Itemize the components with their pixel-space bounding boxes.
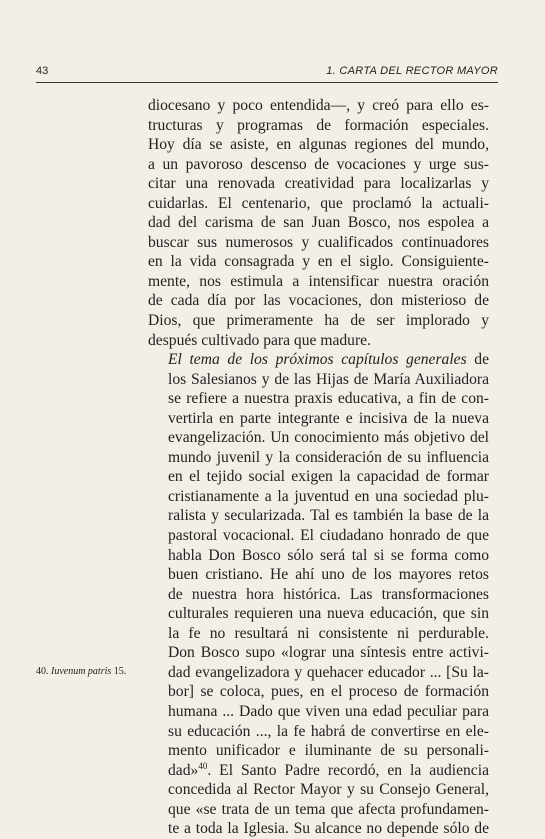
paragraph-line: te a toda la Iglesia. Su alcance no depende sólo de bbox=[168, 820, 489, 838]
paragraph-line: su educación ..., la fe habrá de convertirse en ele- bbox=[168, 722, 489, 740]
running-head: 1. CARTA DEL RECTOR MAYOR bbox=[326, 65, 498, 77]
footnote-number: 40. bbox=[36, 666, 49, 677]
paragraph-line: Don Bosco supo «lograr una síntesis entre activi- bbox=[168, 644, 489, 662]
footnote-marker: 40 bbox=[198, 760, 208, 771]
paragraph-line: dad evangelizadora y quehacer educador ... [Su la- bbox=[168, 663, 489, 681]
paragraph-line: que «se trata de un tema que afecta profundamen- bbox=[168, 800, 489, 818]
paragraph-line: buscar sus numerosos y cualificados continuadores bbox=[148, 233, 489, 251]
paragraph-line: dad del carisma de san Juan Bosco, nos espolea a bbox=[148, 214, 489, 232]
paragraph-line: Dios, que primeramente ha de ser implorado y bbox=[148, 312, 489, 330]
paragraph-line: buen cristiano. He ahí uno de los mayores retos bbox=[168, 566, 489, 584]
page-header bbox=[36, 64, 498, 83]
paragraph-line: cristianamente a la juventud en una sociedad plu- bbox=[168, 487, 489, 505]
paragraph-line: Hoy día se asiste, en algunas regiones del mundo, bbox=[148, 136, 489, 154]
page-number: 43 bbox=[36, 65, 49, 77]
italic-phrase: El tema de los próximos capítulos generales bbox=[168, 351, 467, 369]
paragraph-line: cuidarlas. El centenario, que proclamó la actuali- bbox=[148, 194, 489, 212]
paragraph-line: a un pavoroso descenso de vocaciones y urge sus- bbox=[148, 155, 489, 173]
paragraph-line: de cada día por las vocaciones, don misterioso de bbox=[148, 292, 489, 310]
footnote bbox=[36, 666, 126, 677]
paragraph-line: pastoral vocacional. El ciudadano honrado de que bbox=[168, 527, 489, 545]
paragraph-line: mundo juvenil y la consideración de su influencia bbox=[168, 448, 489, 466]
footnote-source: Iuvenum patris bbox=[51, 666, 112, 677]
paragraph-line: tructuras y programas de formación especiales. bbox=[148, 116, 489, 134]
paragraph-line: humana ... Dado que viven una edad peculiar para bbox=[168, 702, 489, 720]
paragraph-line: evangelización. Un conocimiento más objetivo del bbox=[168, 429, 489, 447]
paragraph-line: concedida al Rector Mayor y su Consejo General, bbox=[168, 781, 489, 799]
paragraph-line: El tema de los próximos capítulos generales de bbox=[168, 351, 489, 369]
paragraph-line: en el tejido social exigen la capacidad de formar bbox=[168, 468, 489, 486]
paragraph-line: vertirla en parte integrante e incisiva de la nueva bbox=[168, 409, 489, 427]
paragraph-line: la fe no resultará ni consistente ni perdurable. bbox=[168, 624, 489, 642]
paragraph-2 bbox=[148, 350, 489, 839]
paragraph-line: de nuestra hora histórica. Las transformaciones bbox=[168, 585, 489, 603]
paragraph-line: los Salesianos y de las Hijas de María Auxiliadora bbox=[168, 370, 489, 388]
paragraph-line: en la vida consagrada y en el siglo. Consiguiente- bbox=[148, 253, 489, 271]
paragraph-line: citar una renovada creatividad para localizarlas y bbox=[148, 175, 489, 193]
paragraph-line: bor] se coloca, pues, en el proceso de formación bbox=[168, 683, 489, 701]
paragraph-line: después cultivado para que madure. bbox=[148, 331, 371, 349]
paragraph-line: habla Don Bosco sólo será tal si se forma como bbox=[168, 546, 489, 564]
paragraph-line: se refiere a nuestra praxis educativa, a fin de con- bbox=[168, 390, 489, 408]
paragraph-line: dad»$^{40}$. El Santo Padre recordó, en la audiencia bbox=[168, 760, 489, 779]
paragraph-line: mente, nos estimula a intensificar nuestra oración bbox=[148, 272, 489, 290]
footnote-ref: 15. bbox=[111, 666, 127, 677]
paragraph-1 bbox=[148, 96, 489, 350]
paragraph-line: diocesano y poco entendida—, y creó para ello es- bbox=[148, 97, 489, 114]
paragraph-line: culturales requieren una nueva educación, que sin bbox=[168, 605, 489, 623]
paragraph-line: ralista y secularizada. Tal es también la base de la bbox=[168, 507, 489, 525]
paragraph-line: mento unificador e iluminante de su personali- bbox=[168, 742, 489, 760]
body-text bbox=[148, 96, 489, 839]
